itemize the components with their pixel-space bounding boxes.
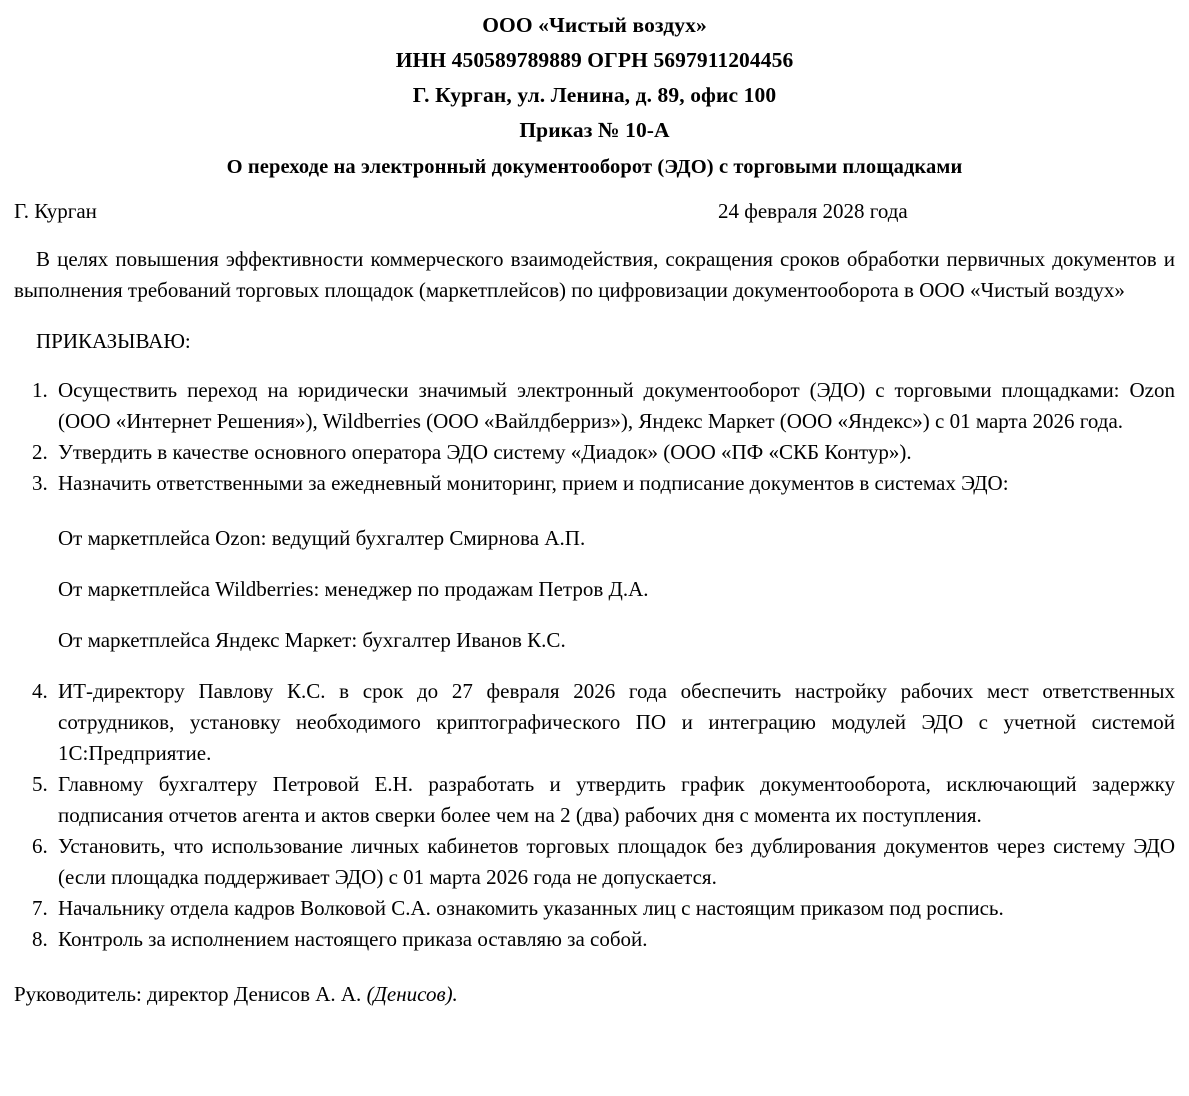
order-item-text: Главному бухгалтеру Петровой Е.Н. разработать и утвердить график документооборота, исключающий задержку подписания отчетов агента и актов сверки более чем на 2 (два) рабочих дня с момента их поступления. [58,772,1175,827]
responsible-person-yandex-market: От маркетплейса Яндекс Маркет: бухгалтер Иванов К.С. [58,628,566,652]
document-place: Г. Курган [14,199,97,223]
order-item-text: Контроль за исполнением настоящего приказа оставляю за собой. [58,927,648,951]
company-registration-ids: ИНН 450589789889 ОГРН 5697911204456 [395,48,794,72]
document-date: 24 февраля 2028 года [718,199,908,223]
company-name: ООО «Чистый воздух» [482,13,707,37]
order-item-text: Утвердить в качестве основного оператора ЭДО систему «Диадок» (ООО «ПФ «СКБ Контур»). [58,440,912,464]
order-item-text: Установить, что использование личных кабинетов торговых площадок без дублирования документов через систему ЭДО (если площадка поддерживает ЭДО) с 01 марта 2026 года не допускается. [58,834,1175,889]
order-item-5 [14,769,1175,831]
order-item-6 [14,831,1175,893]
order-item-text: ИТ-директору Павлову К.С. в срок до 27 февраля 2026 года обеспечить настройку рабочих мест ответственных сотрудников, установку необходимого криптографического ПО и интеграцию модулей ЭДО с учетной системой 1С:Предприятие. [58,679,1175,765]
document-subject: О переходе на электронный документооборот (ЭДО) с торговыми площадками [226,156,963,178]
preamble-paragraph: В целях повышения эффективности коммерческого взаимодействия, сокращения сроков обработки первичных документов и выполнения требований торговых площадок (маркетплейсов) по цифровизации документооборота в ООО «Чистый воздух» [14,247,1175,302]
responsible-persons-list [58,523,1175,656]
order-item-text: Начальнику отдела кадров Волковой С.А. ознакомить указанных лиц с настоящим приказом под роспись. [58,896,1004,920]
order-item-2 [14,437,1175,468]
order-item-8 [14,924,1175,955]
responsible-person-ozon: От маркетплейса Ozon: ведущий бухгалтер Смирнова А.П. [58,526,586,550]
order-items-list [14,375,1175,955]
order-item-text: Назначить ответственными за ежедневный мониторинг, прием и подписание документов в системах ЭДО: [58,471,1009,495]
signature-handwritten: (Денисов). [366,982,458,1006]
order-item-1 [14,375,1175,437]
order-item-7 [14,893,1175,924]
place-date-row [14,196,1175,226]
responsible-person-wildberries: От маркетплейса Wildberries: менеджер по продажам Петров Д.А. [58,577,649,601]
signature-label: Руководитель: директор Денисов А. А. [14,982,362,1006]
company-address: Г. Курган, ул. Ленина, д. 89, офис 100 [412,83,777,107]
order-item-text: Осуществить переход на юридически значимый электронный документооборот (ЭДО) с торговыми площадками: Ozon (ООО «Интернет Решения»), Wildberries (ООО «Вайлдберриз»), Яндекс Маркет (ООО «Яндекс») с 01 марта 2026 года. [58,378,1175,433]
document-number-title: Приказ № 10-А [519,118,670,142]
order-item-4 [14,676,1175,769]
order-item-3 [14,468,1175,656]
order-keyword: ПРИКАЗЫВАЮ: [36,329,191,353]
signature-line [14,979,1175,1010]
